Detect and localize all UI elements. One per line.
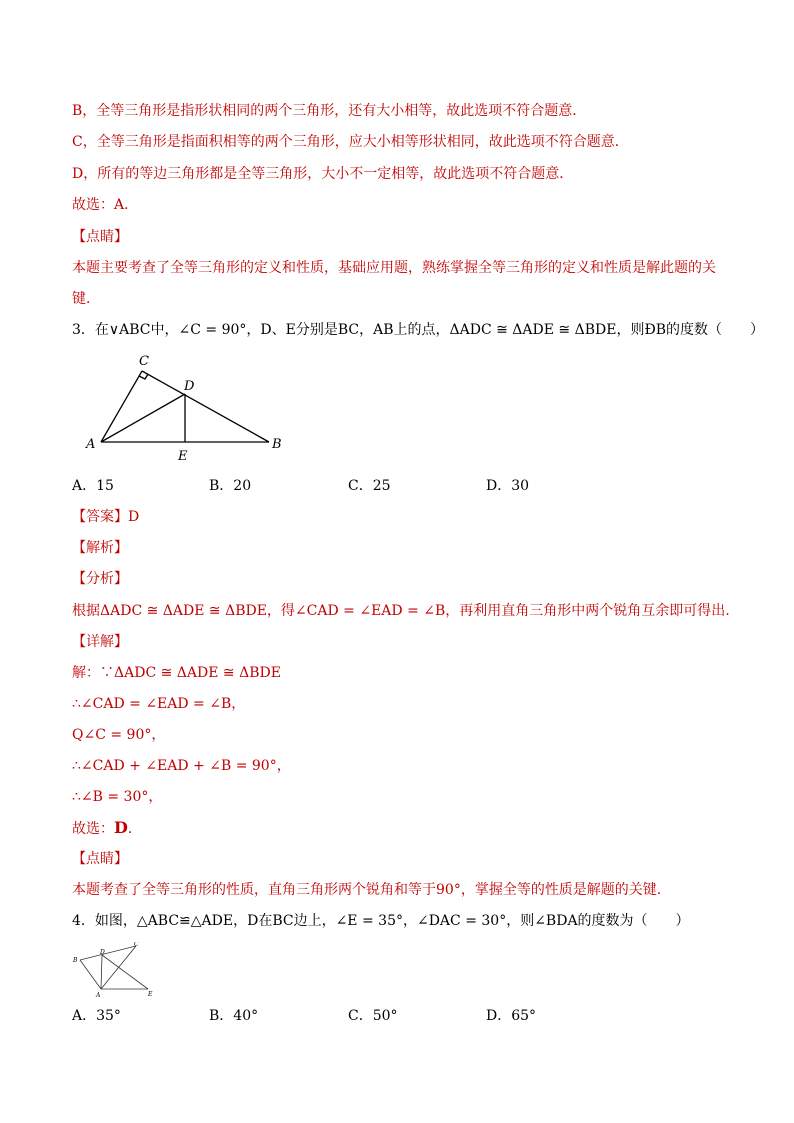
q3-comment-label: 【点睛】 <box>72 851 128 867</box>
analysis-label: 【解析】 <box>72 540 128 556</box>
label-e: E <box>178 449 188 464</box>
detail-step-4: ∴∠CAD + ∠EAD + ∠B = 90°， <box>72 758 291 774</box>
q3-choose-line <box>72 818 142 839</box>
q3-option-b: B．20 <box>209 478 252 494</box>
choose-prefix: 故选： <box>72 821 114 837</box>
label-d: D <box>184 379 195 394</box>
option-b-explanation: B，全等三角形是指形状相同的两个三角形，还有大小相等，故此选项不符合题意． <box>72 103 587 119</box>
answer-value: D <box>128 509 140 525</box>
q4-option-b: B．40° <box>209 1008 259 1024</box>
q4-option-a: A．35° <box>72 1008 121 1024</box>
prev-comment-line-1: 本题主要考查了全等三角形的定义和性质，基础应用题，熟练掌握全等三角形的定义和性质是解此题的关 <box>72 260 716 276</box>
detail-step-5: ∴∠B = 30°， <box>72 789 163 805</box>
fenxi-text: 根据ΔADC ≅ ΔADE ≅ ΔBDE，得∠CAD = ∠EAD = ∠B，再利用直角三角形中两个锐角互余即可得出. <box>72 603 730 619</box>
q4-label-e: E <box>148 991 153 998</box>
prev-comment-line-2: 键． <box>72 291 100 307</box>
q4-figure <box>72 942 162 1000</box>
answer-label: 【答案】 <box>72 509 128 525</box>
q3-option-d: D．30 <box>486 478 530 494</box>
segment-ac <box>101 371 142 442</box>
segment-ad <box>101 394 185 442</box>
fenxi-label: 【分析】 <box>72 571 128 587</box>
detail-step-3: Q∠C = 90°， <box>72 727 166 743</box>
segment-cb <box>142 371 269 442</box>
q4-label-c: C <box>134 942 139 948</box>
label-c: C <box>139 354 149 369</box>
option-c-explanation: C，全等三角形是指面积相等的两个三角形，应大小相等形状相同，故此选项不符合题意． <box>72 134 629 150</box>
q3-triangle-figure <box>80 348 300 464</box>
q4-option-c: C．50° <box>348 1008 398 1024</box>
choose-suffix: ． <box>127 821 142 837</box>
q4-label-d: D <box>100 949 105 956</box>
prev-answer: 故选：A． <box>72 197 139 213</box>
choose-value: D <box>114 818 128 837</box>
label-b: B <box>272 437 282 452</box>
prev-comment-label: 【点睛】 <box>72 229 128 245</box>
q4-option-d: D．65° <box>486 1008 537 1024</box>
q3-answer-line <box>72 507 139 527</box>
q4-label-a: A <box>96 992 101 999</box>
q3-comment-text: 本题考查了全等三角形的性质，直角三角形两个锐角和等于90°，掌握全等的性质是解题的关键. <box>72 882 662 898</box>
q3-stem: 3．在∨ABC中，∠C = 90°，D、E分别是BC，AB上的点，ΔADC ≅ ΔADE ≅ ΔBDE，则ÐB的度数（ ） <box>72 322 765 338</box>
q4-stem: 4．如图，△ABC≌△ADE，D在BC边上，∠E = 35°，∠DAC = 30°，则∠BDA的度数为（ ） <box>72 913 690 929</box>
q3-option-c: C．25 <box>348 478 391 494</box>
option-d-explanation: D，所有的等边三角形都是全等三角形，大小不一定相等，故此选项不符合题意． <box>72 166 574 182</box>
q3-option-a: A．15 <box>72 478 114 494</box>
detail-label: 【详解】 <box>72 634 128 650</box>
detail-step-1: 解：∵ΔADC ≅ ΔADE ≅ ΔBDE <box>72 665 281 681</box>
label-a: A <box>86 437 96 452</box>
detail-step-2: ∴∠CAD = ∠EAD = ∠B， <box>72 696 246 712</box>
q4-label-b: B <box>73 957 78 964</box>
